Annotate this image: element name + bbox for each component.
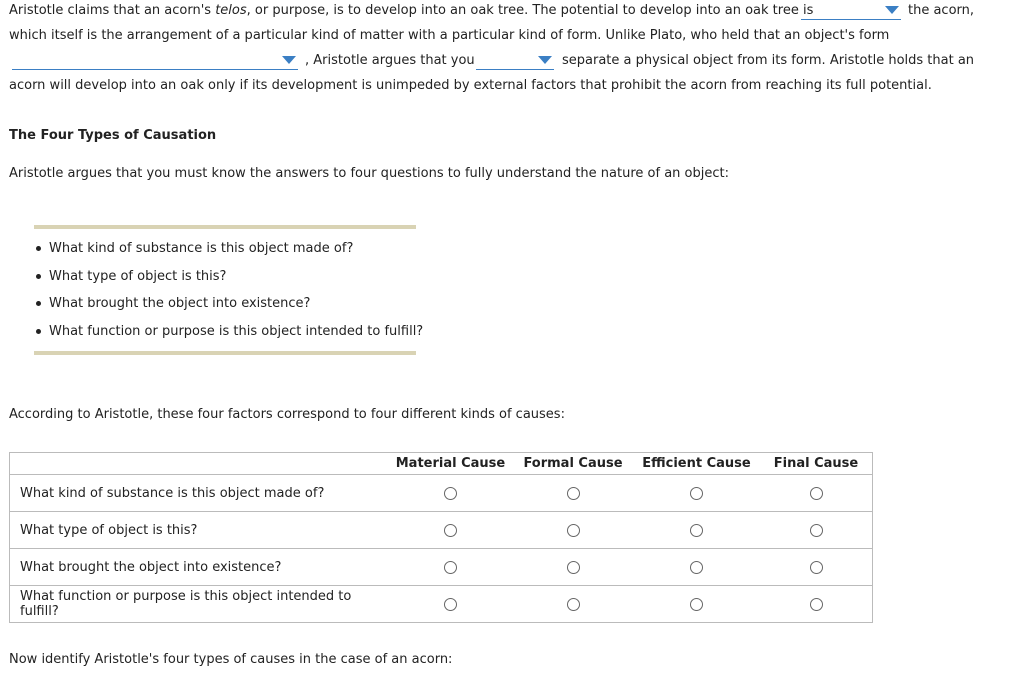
dropdown-1[interactable] [801,3,901,20]
row-question: What function or purpose is this object intended to fulfill? [10,586,389,623]
chevron-down-icon [538,56,552,64]
radio-formal[interactable] [567,561,580,574]
list-item-text: What brought the object into existence? [49,296,311,311]
radio-efficient[interactable] [690,561,703,574]
section-heading: The Four Types of Causation [9,128,217,143]
radio-final[interactable] [810,524,823,537]
bullet-icon [36,329,41,334]
table-header-row [10,453,873,475]
radio-efficient[interactable] [690,598,703,611]
passage-text: the acorn, [908,3,975,18]
table-row [10,475,873,512]
passage-line-2: which itself is the arrangement of a particular kind of matter with a particular kind of form. Unlike Plato, who held that an object's form [9,28,890,43]
table-row [10,586,873,623]
cause-matching-table [9,452,873,623]
radio-efficient[interactable] [690,487,703,500]
column-header: Final Cause [773,456,859,471]
radio-formal[interactable] [567,524,580,537]
column-header: Formal Cause [523,456,623,471]
bullet-icon [36,246,41,251]
list-item [34,293,423,321]
row-question: What type of object is this? [10,512,389,549]
passage-text: Aristotle claims that an acorn's [9,3,216,18]
question-list [34,238,423,348]
list-item [34,238,423,266]
list-item [34,266,423,294]
column-header: Material Cause [395,456,506,471]
passage-text: , Aristotle argues that you [305,53,475,68]
chevron-down-icon [282,56,296,64]
radio-material[interactable] [444,561,457,574]
table-header-empty [10,453,389,475]
radio-efficient[interactable] [690,524,703,537]
divider-top [34,225,416,229]
passage-line-1 [9,3,813,18]
radio-final[interactable] [810,561,823,574]
chevron-down-icon [885,6,899,14]
list-item-text: What type of object is this? [49,268,227,284]
radio-material[interactable] [444,598,457,611]
correspond-text: According to Aristotle, these four factors correspond to four different kinds of causes: [9,407,565,422]
table-row [10,512,873,549]
radio-final[interactable] [810,598,823,611]
table-row [10,549,873,586]
radio-final[interactable] [810,487,823,500]
bullet-icon [36,301,41,306]
dropdown-3[interactable] [476,53,554,70]
footer-prompt: Now identify Aristotle's four types of causes in the case of an acorn: [9,652,453,667]
passage-text: , or purpose, is to develop into an oak tree. The potential to develop into an oak tree is [246,3,814,18]
row-question: What brought the object into existence? [10,549,389,586]
radio-formal[interactable] [567,598,580,611]
dropdown-2[interactable] [12,53,298,70]
row-question: What kind of substance is this object made of? [10,475,389,512]
list-item-text: What kind of substance is this object made of? [49,241,354,256]
radio-material[interactable] [444,487,457,500]
divider-bottom [34,351,416,355]
bullet-icon [36,274,41,279]
passage-line-4: acorn will develop into an oak only if its development is unimpeded by external factors that prohibit the acorn from reaching its full potential. [9,78,932,93]
passage-text: separate a physical object from its form. Aristotle holds that an [562,53,975,68]
list-item [34,321,423,349]
section-intro: Aristotle argues that you must know the answers to four questions to fully understand the nature of an object: [9,166,729,181]
passage-emphasis: telos [215,3,247,18]
list-item-text: What function or purpose is this object intended to fulfill? [49,323,424,339]
radio-material[interactable] [444,524,457,537]
radio-formal[interactable] [567,487,580,500]
column-header: Efficient Cause [642,456,751,471]
